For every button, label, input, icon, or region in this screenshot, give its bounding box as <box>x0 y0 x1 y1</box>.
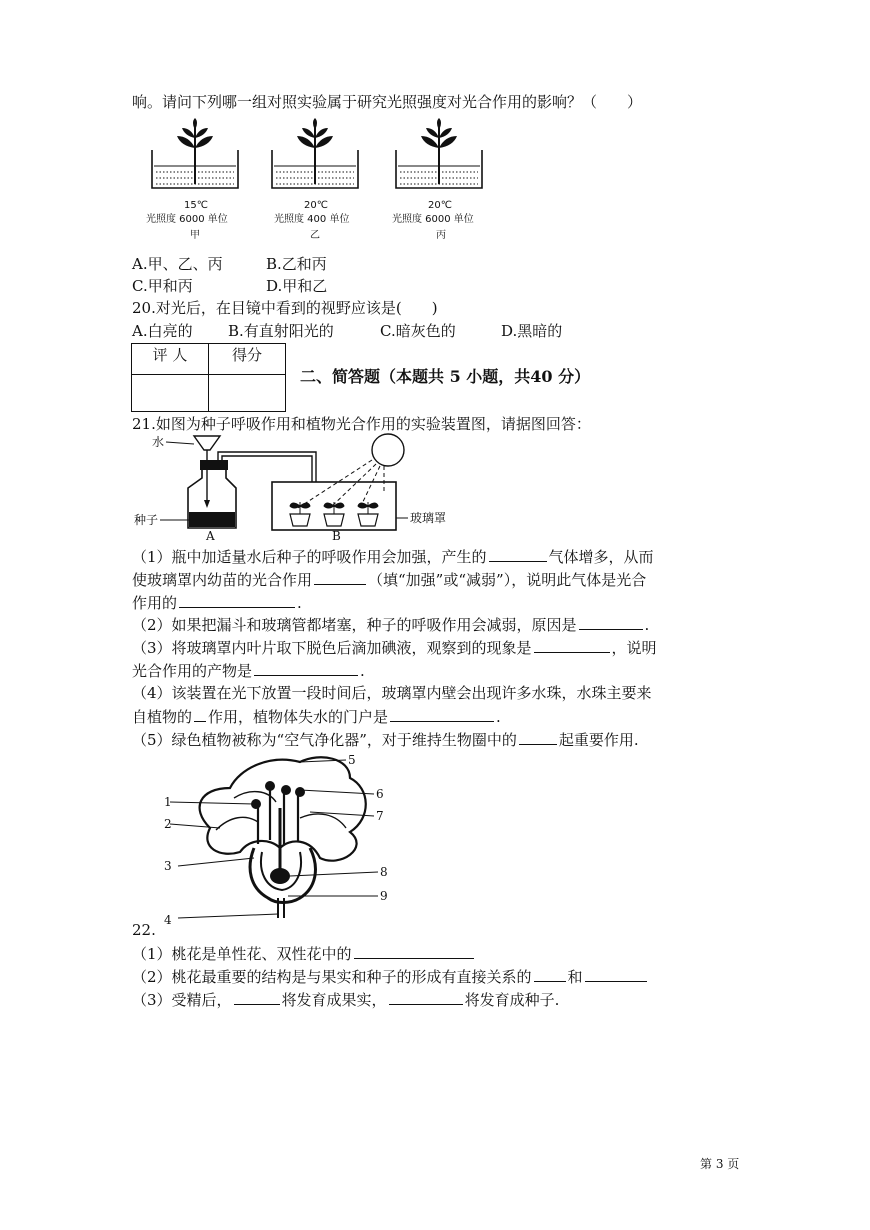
q21-p3-text-c: 光合作用的产物是 <box>132 662 253 680</box>
q21-blank-gateway[interactable] <box>390 706 494 722</box>
q22-number <box>132 920 156 940</box>
q20-stem <box>132 298 438 318</box>
q21-blank-effect[interactable] <box>314 569 366 585</box>
q21-blank-process[interactable] <box>194 706 206 722</box>
setup-bing-temp: 20℃ <box>428 200 452 211</box>
page-number: 第 3 页 <box>700 1157 740 1171</box>
q21-p3-line1 <box>132 637 657 658</box>
q20-option-a[interactable]: A.白亮的 <box>132 322 193 340</box>
beaker-bing <box>396 118 482 188</box>
q22-p2-text-b: 和 <box>567 968 583 986</box>
score-table-score-header: 得分 <box>209 344 286 375</box>
sun-icon <box>372 434 404 466</box>
q19-option-a[interactable]: A.甲、乙、丙 <box>132 255 223 273</box>
q22-flower-figure <box>150 748 400 924</box>
flower-label-9: 9 <box>380 889 388 903</box>
setup-bing-light: 光照度 6000 单位 <box>392 214 474 225</box>
q21-blank-product[interactable] <box>254 660 358 676</box>
q21-p1-text-b: 气体增多，从而 <box>548 548 654 566</box>
q20-option-b[interactable]: B.有直射阳光的 <box>228 322 334 340</box>
q19-stem <box>132 92 642 112</box>
q19-stem-text: 响。请问下列哪一组对照实验属于研究光照强度对光合作用的影响？（ ） <box>132 93 643 111</box>
q19-options-row1 <box>132 254 327 274</box>
q22-blank-fruit-origin[interactable] <box>234 989 280 1005</box>
seedling-pots <box>290 502 378 526</box>
flower-label-6: 6 <box>376 787 384 801</box>
q21-p4-text-c: 作用，植物体失水的门户是 <box>208 708 389 726</box>
funnel-icon <box>194 436 220 450</box>
q22-p2 <box>132 966 649 987</box>
q21-p3-line2 <box>132 660 365 681</box>
q21-p1-line3 <box>132 592 302 613</box>
label-b: B <box>332 529 341 542</box>
flower-label-3: 3 <box>164 859 172 873</box>
q22-p3-text-a: （3）受精后， <box>132 991 232 1009</box>
q21-p4-line1 <box>132 683 652 703</box>
flower-label-1: 1 <box>164 795 172 809</box>
q21-p1-text-c: 使玻璃罩内幼苗的光合作用 <box>132 571 313 589</box>
bottle-stopper <box>200 460 228 470</box>
q21-p2-text: （2）如果把漏斗和玻璃管都堵塞，种子的呼吸作用会减弱，原因是 <box>132 616 577 634</box>
q22-blank-structure-2[interactable] <box>585 966 647 982</box>
q21-p2-period: . <box>644 616 650 634</box>
q22-p1-text: （1）桃花是单性花、双性花中的 <box>132 945 352 963</box>
q21-p2 <box>132 614 649 635</box>
q22-blank-seed-origin[interactable] <box>389 989 463 1005</box>
flower-label-2: 2 <box>164 817 172 831</box>
flower-label-4: 4 <box>164 913 172 924</box>
q19-option-c[interactable]: C.甲和丙 <box>132 277 193 295</box>
q21-apparatus-figure <box>132 432 492 542</box>
score-table-score-cell[interactable] <box>209 375 286 412</box>
q21-p1-text-a: （1）瓶中加适量水后种子的呼吸作用会加强，产生的 <box>132 548 487 566</box>
q19-option-d[interactable]: D.甲和乙 <box>266 277 328 295</box>
setup-yi-name: 乙 <box>310 230 320 241</box>
q21-p4-line2 <box>132 706 501 727</box>
q22-p2-text-a: （2）桃花最重要的结构是与果实和种子的形成有直接关系的 <box>132 968 532 986</box>
beaker-yi <box>272 118 358 188</box>
q21-blank-phenomenon[interactable] <box>534 637 610 653</box>
q21-p1-line1 <box>132 546 654 567</box>
label-seed: 种子 <box>134 513 159 527</box>
flower-petals <box>200 757 366 860</box>
q19-option-b[interactable]: B.乙和丙 <box>266 255 327 273</box>
q21-p3-period: . <box>360 662 365 680</box>
q21-blank-gas[interactable] <box>489 546 547 562</box>
section-title: 二、简答题（本题共 5 小题，共40 分） <box>300 367 591 386</box>
q21-p5-text-b: 起重要作用. <box>558 731 639 749</box>
q20-options <box>132 321 562 341</box>
q21-p3-text-a: （3）将玻璃罩内叶片取下脱色后滴加碘液，观察到的现象是 <box>132 639 532 657</box>
q21-p5-text-a: （5）绿色植物被称为“空气净化器”，对于维持生物圈中的 <box>132 731 517 749</box>
q20-option-c[interactable]: C.暗灰色的 <box>380 322 456 340</box>
setup-jia-name: 甲 <box>190 230 200 241</box>
score-table <box>131 343 286 412</box>
q21-p1-text-d: （填“加强”或“减弱”），说明此气体是光合 <box>368 571 647 589</box>
q21-blank-reason[interactable] <box>579 614 643 630</box>
q20-stem-text: 20.对光后，在目镜中看到的视野应该是( ) <box>132 299 438 317</box>
q21-p4-text-a: （4）该装置在光下放置一段时间后，玻璃罩内壁会出现许多水珠，水珠主要来 <box>132 684 652 702</box>
q21-p3-text-b: ，说明 <box>611 639 657 657</box>
q21-p1-line2 <box>132 569 646 590</box>
q22-blank-flower-type[interactable] <box>354 943 474 959</box>
q21-p4-period: . <box>496 708 501 726</box>
q20-option-d[interactable]: D.黑暗的 <box>501 322 563 340</box>
q19-options-row2 <box>132 276 327 296</box>
setup-jia-temp: 15℃ <box>184 200 208 211</box>
label-glass-cover: 玻璃罩 <box>410 511 447 525</box>
seed-layer <box>189 512 235 527</box>
q21-blank-raw-material[interactable] <box>179 592 295 608</box>
setup-yi-light: 光照度 400 单位 <box>274 214 350 225</box>
label-water: 水 <box>152 435 165 449</box>
q21-p1-period: . <box>297 594 302 612</box>
score-table-reviewer-header: 评 人 <box>132 344 209 375</box>
q21-p1-text-e: 作用的 <box>132 594 178 612</box>
q22-blank-structure-1[interactable] <box>534 966 566 982</box>
q22-number-text: 22. <box>132 921 156 939</box>
beaker-jia <box>152 118 238 188</box>
flower-label-7: 7 <box>376 809 384 823</box>
score-table-reviewer-cell[interactable] <box>132 375 209 412</box>
flower-label-8: 8 <box>380 865 388 879</box>
setup-bing-name: 丙 <box>436 230 446 241</box>
q22-p3 <box>132 989 559 1010</box>
setup-jia-light: 光照度 6000 单位 <box>146 214 228 225</box>
q21-stem <box>132 414 591 434</box>
q22-p3-text-c: 将发育成种子. <box>464 991 560 1009</box>
q22-p3-text-b: 将发育成果实， <box>281 991 387 1009</box>
flower-label-5: 5 <box>348 753 356 767</box>
q21-p4-text-b: 自植物的 <box>132 708 193 726</box>
setup-yi-temp: 20℃ <box>304 200 328 211</box>
label-a: A <box>206 529 215 542</box>
q21-blank-balance[interactable] <box>519 729 557 745</box>
q21-p5 <box>132 729 639 750</box>
q19-beaker-figure <box>140 118 510 246</box>
ovary <box>270 868 290 884</box>
q22-p1 <box>132 943 476 964</box>
q21-stem-text: 21.如图为种子呼吸作用和植物光合作用的实验装置图，请据图回答： <box>132 415 591 433</box>
